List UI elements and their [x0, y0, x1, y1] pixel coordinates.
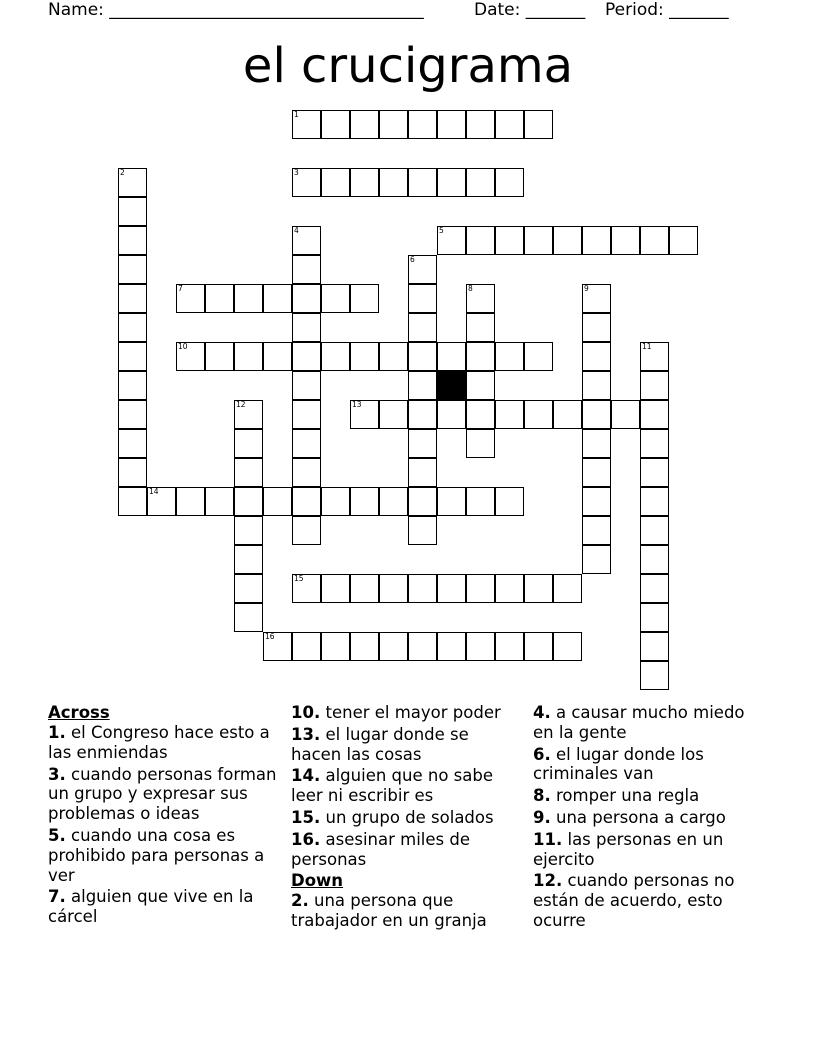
clue-down-4: 4. a causar mucho miedo en la gente: [533, 703, 745, 742]
clue-across-1: 1. el Congreso hace esto a las enmiendas: [48, 723, 270, 762]
grid-cell[interactable]: [408, 487, 437, 516]
grid-cell[interactable]: [495, 342, 524, 371]
grid-cell[interactable]: [495, 400, 524, 429]
clue-across-7: 7. alguien que vive en la cárcel: [48, 887, 254, 927]
grid-cell[interactable]: [582, 516, 611, 545]
clue-number-label: 12: [236, 400, 246, 409]
grid-cell[interactable]: [640, 603, 669, 632]
grid-cell[interactable]: [321, 110, 350, 139]
grid-cell[interactable]: [408, 516, 437, 545]
grid-cell[interactable]: [640, 226, 669, 255]
clue-number-label: 14: [149, 487, 159, 496]
grid-cell[interactable]: [524, 574, 553, 603]
grid-cell[interactable]: [205, 342, 234, 371]
clue-number-label: 15: [294, 574, 304, 583]
clue-down-2: 2. una persona que trabajador en un granja: [291, 891, 487, 931]
grid-cell[interactable]: [292, 284, 321, 313]
clue-across-3: 3. cuando personas forman un grupo y expresar sus problemas o ideas: [48, 764, 277, 824]
clue-down-12: 12. cuando personas no están de acuerdo, esto ocurre: [533, 871, 735, 930]
grid-cell[interactable]: [292, 429, 321, 458]
grid-cell[interactable]: [118, 226, 147, 255]
grid-cell[interactable]: [408, 110, 437, 139]
clue-across-13: 13. el lugar donde se hacen las cosas: [291, 724, 469, 764]
grid-cell[interactable]: [379, 400, 408, 429]
grid-cell[interactable]: [118, 342, 147, 371]
grid-cell[interactable]: [582, 342, 611, 371]
grid-cell[interactable]: [379, 168, 408, 197]
grid-cell[interactable]: [234, 458, 263, 487]
grid-cell[interactable]: [437, 168, 466, 197]
grid-cell[interactable]: [582, 226, 611, 255]
grid-cell[interactable]: [582, 371, 611, 400]
grid-cell[interactable]: [495, 110, 524, 139]
grid-cell[interactable]: [611, 226, 640, 255]
grid-cell[interactable]: [408, 429, 437, 458]
grid-cell[interactable]: [553, 226, 582, 255]
grid-cell[interactable]: [263, 487, 292, 516]
grid-cell[interactable]: [640, 487, 669, 516]
grid-cell[interactable]: [321, 632, 350, 661]
grid-cell[interactable]: [495, 168, 524, 197]
grid-cell[interactable]: [292, 371, 321, 400]
down-heading: Down: [291, 871, 344, 891]
grid-cell[interactable]: [466, 342, 495, 371]
clue-across-10: 10. tener el mayor poder: [291, 703, 501, 722]
grid-cell[interactable]: [640, 632, 669, 661]
grid-cell[interactable]: [321, 168, 350, 197]
grid-cell[interactable]: [466, 313, 495, 342]
grid-cell[interactable]: [350, 632, 379, 661]
grid-cell[interactable]: [466, 371, 495, 400]
grid-cell[interactable]: [118, 458, 147, 487]
grid-cell[interactable]: [118, 429, 147, 458]
grid-cell[interactable]: [640, 371, 669, 400]
grid-cell[interactable]: [234, 603, 263, 632]
grid-cell[interactable]: [350, 110, 379, 139]
clue-across-5: 5. cuando una cosa es prohibido para personas a ver: [48, 825, 265, 885]
grid-cell[interactable]: [437, 574, 466, 603]
grid-cell[interactable]: [292, 458, 321, 487]
grid-cell[interactable]: [118, 371, 147, 400]
grid-cell[interactable]: [176, 487, 205, 516]
clue-number-label: 5: [439, 226, 444, 235]
grid-cell[interactable]: [321, 487, 350, 516]
grid-cell[interactable]: [640, 574, 669, 603]
across-heading: Across: [48, 703, 110, 722]
grid-cell[interactable]: [408, 574, 437, 603]
grid-cell[interactable]: [466, 632, 495, 661]
grid-cell[interactable]: [118, 487, 147, 516]
clues-column-1: [48, 703, 284, 929]
grid-cell[interactable]: [234, 342, 263, 371]
clue-down-11: 11. las personas en un ejercito: [533, 829, 724, 869]
grid-cell[interactable]: [234, 545, 263, 574]
grid-cell[interactable]: [582, 429, 611, 458]
clue-down-6: 6. el lugar donde los criminales van: [533, 744, 704, 784]
grid-cell[interactable]: [466, 400, 495, 429]
grid-cell[interactable]: [350, 168, 379, 197]
clue-number-label: 3: [294, 168, 299, 177]
grid-cell[interactable]: [466, 574, 495, 603]
grid-cell[interactable]: [379, 110, 408, 139]
clue-number-label: 8: [468, 284, 473, 293]
period-field-label[interactable]: Period: _______: [605, 0, 729, 20]
grid-cell[interactable]: [118, 255, 147, 284]
grid-cell[interactable]: [582, 400, 611, 429]
grid-cell[interactable]: [582, 545, 611, 574]
grid-cell[interactable]: [234, 516, 263, 545]
grid-cell[interactable]: [495, 487, 524, 516]
clue-number-label: 6: [410, 255, 415, 264]
clue-number-label: 4: [294, 226, 299, 235]
grid-cell[interactable]: [553, 632, 582, 661]
grid-cell[interactable]: [466, 226, 495, 255]
grid-cell[interactable]: [205, 284, 234, 313]
clues-column-3: [533, 703, 758, 933]
clue-down-8: 8. romper una regla: [533, 786, 700, 806]
grid-cell[interactable]: [495, 226, 524, 255]
grid-cell[interactable]: [437, 400, 466, 429]
grid-cell[interactable]: [321, 574, 350, 603]
grid-cell[interactable]: [437, 487, 466, 516]
clue-down-9: 9. una persona a cargo: [533, 807, 726, 827]
clues-column-2: [291, 703, 515, 933]
grid-cell[interactable]: [553, 574, 582, 603]
date-field-label[interactable]: Date: _______: [474, 0, 586, 20]
grid-cell[interactable]: [466, 487, 495, 516]
grid-cell[interactable]: [669, 226, 698, 255]
grid-cell[interactable]: [582, 487, 611, 516]
clue-number-label: 9: [584, 284, 589, 293]
grid-cell[interactable]: [437, 110, 466, 139]
grid-cell[interactable]: [408, 342, 437, 371]
page-title: el crucigrama: [242, 38, 574, 94]
clue-number-label: 10: [178, 342, 188, 351]
clue-number-label: 13: [352, 400, 362, 409]
grid-cell[interactable]: [408, 168, 437, 197]
grid-cell[interactable]: [640, 661, 669, 690]
clue-number-label: 2: [120, 168, 125, 177]
grid-cell[interactable]: [640, 545, 669, 574]
grid-cell[interactable]: [292, 487, 321, 516]
grid-cell[interactable]: [350, 574, 379, 603]
grid-cell[interactable]: [524, 400, 553, 429]
clue-number-label: 1: [294, 110, 299, 119]
grid-cell[interactable]: [466, 168, 495, 197]
grid-cell[interactable]: [263, 284, 292, 313]
name-field-label[interactable]: Name: _____________________________________: [48, 0, 424, 20]
grid-cell[interactable]: [292, 255, 321, 284]
grid-cell[interactable]: [466, 429, 495, 458]
grid-cell[interactable]: [321, 284, 350, 313]
grid-cell[interactable]: [350, 284, 379, 313]
grid-cell[interactable]: [408, 632, 437, 661]
grid-block: [437, 371, 466, 400]
grid-cell[interactable]: [292, 632, 321, 661]
grid-cell[interactable]: [118, 313, 147, 342]
grid-cell[interactable]: [379, 487, 408, 516]
grid-cell[interactable]: [321, 342, 350, 371]
grid-cell[interactable]: [582, 313, 611, 342]
grid-cell[interactable]: [263, 342, 292, 371]
grid-cell[interactable]: [118, 197, 147, 226]
grid-cell[interactable]: [408, 458, 437, 487]
grid-cell[interactable]: [640, 516, 669, 545]
grid-cell[interactable]: [553, 400, 582, 429]
grid-cell[interactable]: [292, 313, 321, 342]
grid-cell[interactable]: [640, 400, 669, 429]
grid-cell[interactable]: [408, 313, 437, 342]
clue-across-16: 16. asesinar miles de personas: [291, 829, 470, 869]
grid-cell[interactable]: [524, 226, 553, 255]
grid-cell[interactable]: [118, 400, 147, 429]
clue-number-label: 11: [642, 342, 652, 351]
clue-number-label: 7: [178, 284, 183, 293]
grid-cell[interactable]: [292, 342, 321, 371]
grid-cell[interactable]: [582, 458, 611, 487]
grid-cell[interactable]: [292, 516, 321, 545]
grid-cell[interactable]: [437, 342, 466, 371]
grid-cell[interactable]: [379, 632, 408, 661]
clue-number-label: 16: [265, 632, 275, 641]
grid-cell[interactable]: [640, 458, 669, 487]
grid-cell[interactable]: [205, 487, 234, 516]
grid-cell[interactable]: [495, 574, 524, 603]
grid-cell[interactable]: [611, 400, 640, 429]
grid-cell[interactable]: [408, 400, 437, 429]
grid-cell[interactable]: [234, 487, 263, 516]
grid-cell[interactable]: [234, 284, 263, 313]
grid-cell[interactable]: [524, 342, 553, 371]
grid-cell[interactable]: [379, 342, 408, 371]
grid-cell[interactable]: [234, 429, 263, 458]
grid-cell[interactable]: [524, 632, 553, 661]
clue-across-15: 15. un grupo de solados: [291, 807, 494, 827]
grid-cell[interactable]: [350, 342, 379, 371]
grid-cell[interactable]: [408, 371, 437, 400]
clue-across-14: 14. alguien que no sabe leer ni escribir es: [291, 766, 494, 806]
grid-cell[interactable]: [234, 574, 263, 603]
grid-cell[interactable]: [379, 574, 408, 603]
grid-cell[interactable]: [292, 400, 321, 429]
grid-cell[interactable]: [524, 110, 553, 139]
grid-cell[interactable]: [118, 284, 147, 313]
grid-cell[interactable]: [640, 429, 669, 458]
grid-cell[interactable]: [408, 284, 437, 313]
grid-cell[interactable]: [437, 632, 466, 661]
grid-cell[interactable]: [466, 110, 495, 139]
grid-cell[interactable]: [350, 487, 379, 516]
grid-cell[interactable]: [495, 632, 524, 661]
